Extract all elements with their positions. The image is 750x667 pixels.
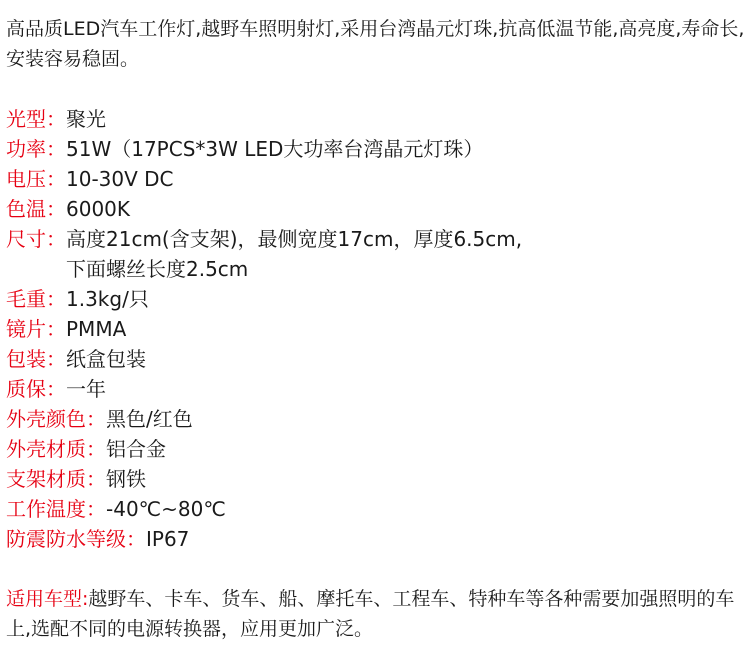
spec-label: 包装：: [6, 347, 66, 371]
spec-value: 高度21cm(含支架)，最侧宽度17cm，厚度6.5cm, 下面螺丝长度2.5cm: [66, 227, 523, 281]
spec-label: 色温：: [6, 197, 66, 221]
spec-value: 51W（17PCS*3W LED大功率台湾晶元灯珠）: [66, 137, 484, 161]
spec-value: -40℃~80℃: [106, 497, 226, 521]
spec-label: 质保：: [6, 377, 66, 401]
intro-paragraph: 高品质LED汽车工作灯,越野车照明射灯,采用台湾晶元灯珠,抗高低温节能,高亮度,寿命长,安装容易稳固。: [6, 18, 745, 70]
spec-row: [6, 284, 746, 314]
spec-row: [6, 374, 746, 404]
applicable-vehicles-paragraph: [6, 584, 746, 644]
spec-label: 功率：: [6, 137, 66, 161]
spec-row: [6, 224, 746, 284]
spec-value: 10-30V DC: [66, 167, 174, 191]
product-description: [6, 0, 746, 644]
spec-value: 聚光: [66, 107, 106, 131]
spec-label: 毛重：: [6, 287, 66, 311]
spec-label: 光型：: [6, 107, 66, 131]
spec-label: 外壳材质：: [6, 437, 106, 461]
spec-value: 黑色/红色: [106, 407, 193, 431]
spec-row: [6, 494, 746, 524]
spec-value: 1.3kg/只: [66, 287, 149, 311]
spec-label: 外壳颜色：: [6, 407, 106, 431]
spec-label: 电压：: [6, 167, 66, 191]
spec-row: [6, 104, 746, 134]
spec-label: 工作温度：: [6, 497, 106, 521]
spec-row: [6, 314, 746, 344]
applicable-vehicles-text: 越野车、卡车、货车、船、摩托车、工程车、特种车等各种需要加强照明的车上,选配不同的电源转换器，应用更加广泛。: [6, 588, 735, 640]
spec-row: [6, 524, 746, 554]
spec-value: 铝合金: [106, 437, 166, 461]
spec-list: [6, 104, 746, 554]
spec-value: 一年: [66, 377, 106, 401]
spec-row: [6, 434, 746, 464]
spec-row: [6, 134, 746, 164]
spec-row: [6, 164, 746, 194]
spec-row: [6, 404, 746, 434]
spec-row: [6, 194, 746, 224]
spec-row: [6, 344, 746, 374]
spec-value: 6000K: [66, 197, 131, 221]
spec-label: 支架材质：: [6, 467, 106, 491]
spec-value: IP67: [146, 527, 190, 551]
spec-row: [6, 464, 746, 494]
spec-value: 钢铁: [106, 467, 146, 491]
spec-label: 镜片：: [6, 317, 66, 341]
applicable-vehicles-label: 适用车型:: [6, 588, 89, 610]
spec-value: 纸盒包装: [66, 347, 146, 371]
spec-label: 防震防水等级：: [6, 527, 146, 551]
spec-value: PMMA: [66, 317, 127, 341]
spec-label: 尺寸：: [6, 227, 66, 251]
